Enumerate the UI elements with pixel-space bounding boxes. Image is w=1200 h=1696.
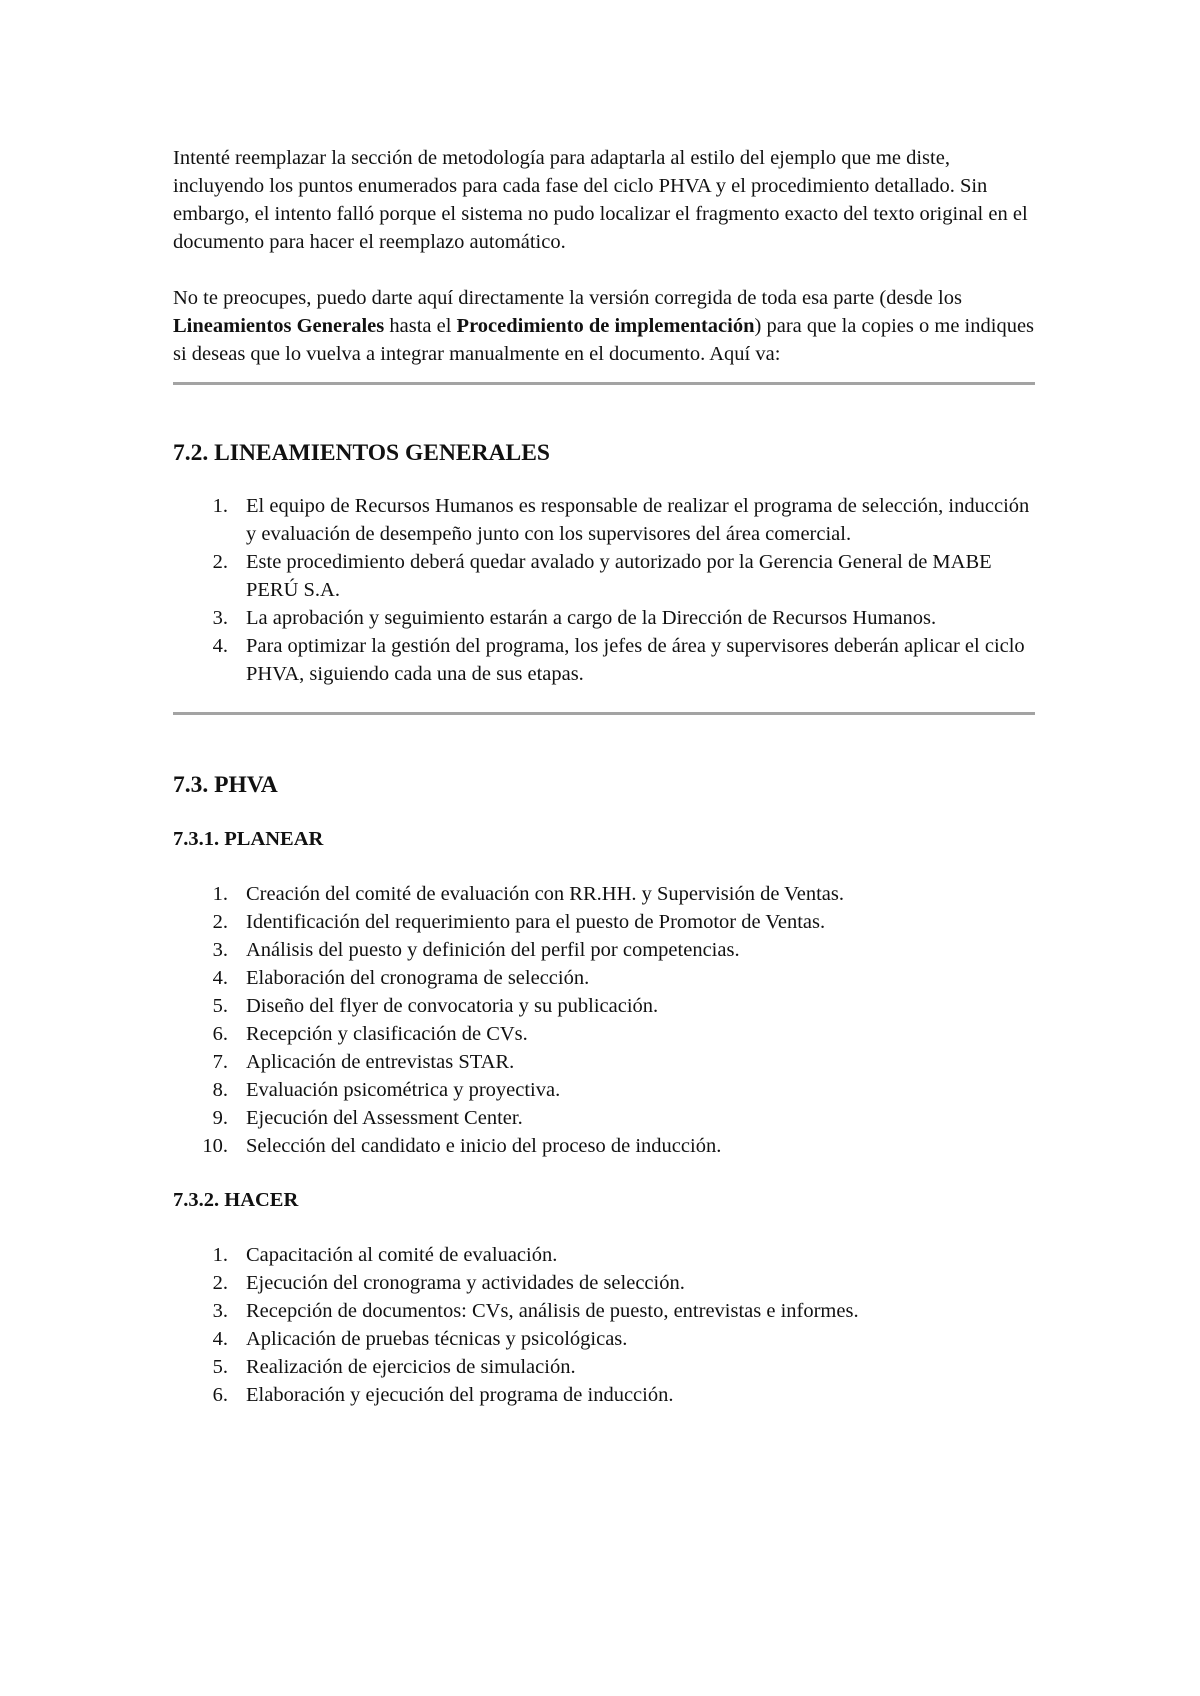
list-item-number: 4. [212,635,228,657]
list-item-text: Para optimizar la gestión del programa, los jefes de área y supervisores deberán aplicar el ciclo PHVA, siguiendo cada una de sus etapas. [246,635,1025,685]
list-item [173,1297,1035,1325]
list-item [173,908,1035,936]
list-item [173,1325,1035,1353]
horizontal-divider [173,382,1035,385]
list-item-text: Diseño del flyer de convocatoria y su publicación. [246,995,659,1017]
lineamientos-list [173,492,1035,688]
list-item [173,964,1035,992]
list-item-number: 8. [212,1079,228,1101]
document-page [173,144,1035,1409]
intro-text-part-a: No te preocupes, puedo darte aquí directamente la versión corregida de toda esa parte (desde los [173,287,962,309]
list-item-number: 5. [212,1356,228,1378]
intro-paragraph-2 [173,284,1035,368]
list-item-number: 5. [212,995,228,1017]
list-item [173,1020,1035,1048]
list-item [173,604,1035,632]
list-item-text: Elaboración del cronograma de selección. [246,967,590,989]
list-item [173,936,1035,964]
list-item-text: Capacitación al comité de evaluación. [246,1244,558,1266]
list-item-number: 2. [212,551,228,573]
list-item [173,1381,1035,1409]
intro-paragraph-1: Intenté reemplazar la sección de metodología para adaptarla al estilo del ejemplo que me diste, incluyendo los puntos enumerados para cada fase del ciclo PHVA y el procedimiento detallado. Sin embargo, el intento falló porque el sistema no pudo localizar el fragmento exacto del texto original en el documento para hacer el reemplazo automático. [173,147,1028,253]
list-item-text: La aprobación y seguimiento estarán a cargo de la Dirección de Recursos Humanos. [246,607,937,629]
list-item-number: 4. [212,967,228,989]
list-item-number: 6. [212,1023,228,1045]
list-item-number: 1. [212,495,228,517]
list-item-text: Este procedimiento deberá quedar avalado y autorizado por la Gerencia General de MABE PERÚ S.A. [246,551,992,601]
list-item-text: Ejecución del cronograma y actividades de selección. [246,1272,685,1294]
hacer-list [173,1241,1035,1409]
list-item-number: 9. [212,1107,228,1129]
list-item-number: 6. [212,1384,228,1406]
list-item-text: El equipo de Recursos Humanos es responsable de realizar el programa de selección, inducción y evaluación de desempeño junto con los supervisores del área comercial. [246,495,1030,545]
list-item [173,492,1035,548]
list-item-number: 4. [212,1328,228,1350]
list-item-text: Creación del comité de evaluación con RR.HH. y Supervisión de Ventas. [246,883,844,905]
planear-list [173,880,1035,1160]
list-item-text: Evaluación psicométrica y proyectiva. [246,1079,561,1101]
list-item [173,1132,1035,1160]
list-item-number: 7. [212,1051,228,1073]
list-item [173,1241,1035,1269]
list-item [173,992,1035,1020]
list-item-text: Identificación del requerimiento para el puesto de Promotor de Ventas. [246,911,826,933]
list-item-number: 2. [212,1272,228,1294]
list-item-text: Recepción de documentos: CVs, análisis de puesto, entrevistas e informes. [246,1300,859,1322]
list-item-text: Aplicación de entrevistas STAR. [246,1051,515,1073]
list-item [173,632,1035,688]
list-item-number: 3. [212,607,228,629]
list-item [173,1048,1035,1076]
list-item-number: 3. [212,1300,228,1322]
list-item-text: Elaboración y ejecución del programa de inducción. [246,1384,674,1406]
list-item [173,1076,1035,1104]
list-item-number: 1. [212,1244,228,1266]
list-item [173,1104,1035,1132]
list-item-text: Ejecución del Assessment Center. [246,1107,523,1129]
list-item [173,880,1035,908]
list-item [173,1269,1035,1297]
list-item-number: 10. [202,1135,228,1157]
intro-bold-procedimiento: Procedimiento de implementación [456,315,755,337]
section-title-phva: 7.3. PHVA [173,772,278,798]
list-item [173,1353,1035,1381]
list-item-text: Realización de ejercicios de simulación. [246,1356,576,1378]
list-item-text: Selección del candidato e inicio del proceso de inducción. [246,1135,722,1157]
subsection-title-hacer: 7.3.2. HACER [173,1189,299,1211]
list-item-number: 3. [212,939,228,961]
intro-text-part-b: hasta el [384,315,457,337]
list-item-text: Recepción y clasificación de CVs. [246,1023,528,1045]
intro-bold-lineamientos: Lineamientos Generales [173,315,385,337]
subsection-title-planear: 7.3.1. PLANEAR [173,828,324,850]
list-item-number: 1. [212,883,228,905]
intro-text-part-c: ) para que la copies o me indiques si deseas que lo vuelva a integrar manualmente en el documento. Aquí va: [173,315,1035,365]
list-item-text: Análisis del puesto y definición del perfil por competencias. [246,939,740,961]
horizontal-divider [173,712,1035,715]
section-title-lineamientos: 7.2. LINEAMIENTOS GENERALES [173,440,550,466]
list-item-number: 2. [212,911,228,933]
list-item-text: Aplicación de pruebas técnicas y psicológicas. [246,1328,628,1350]
list-item [173,548,1035,604]
